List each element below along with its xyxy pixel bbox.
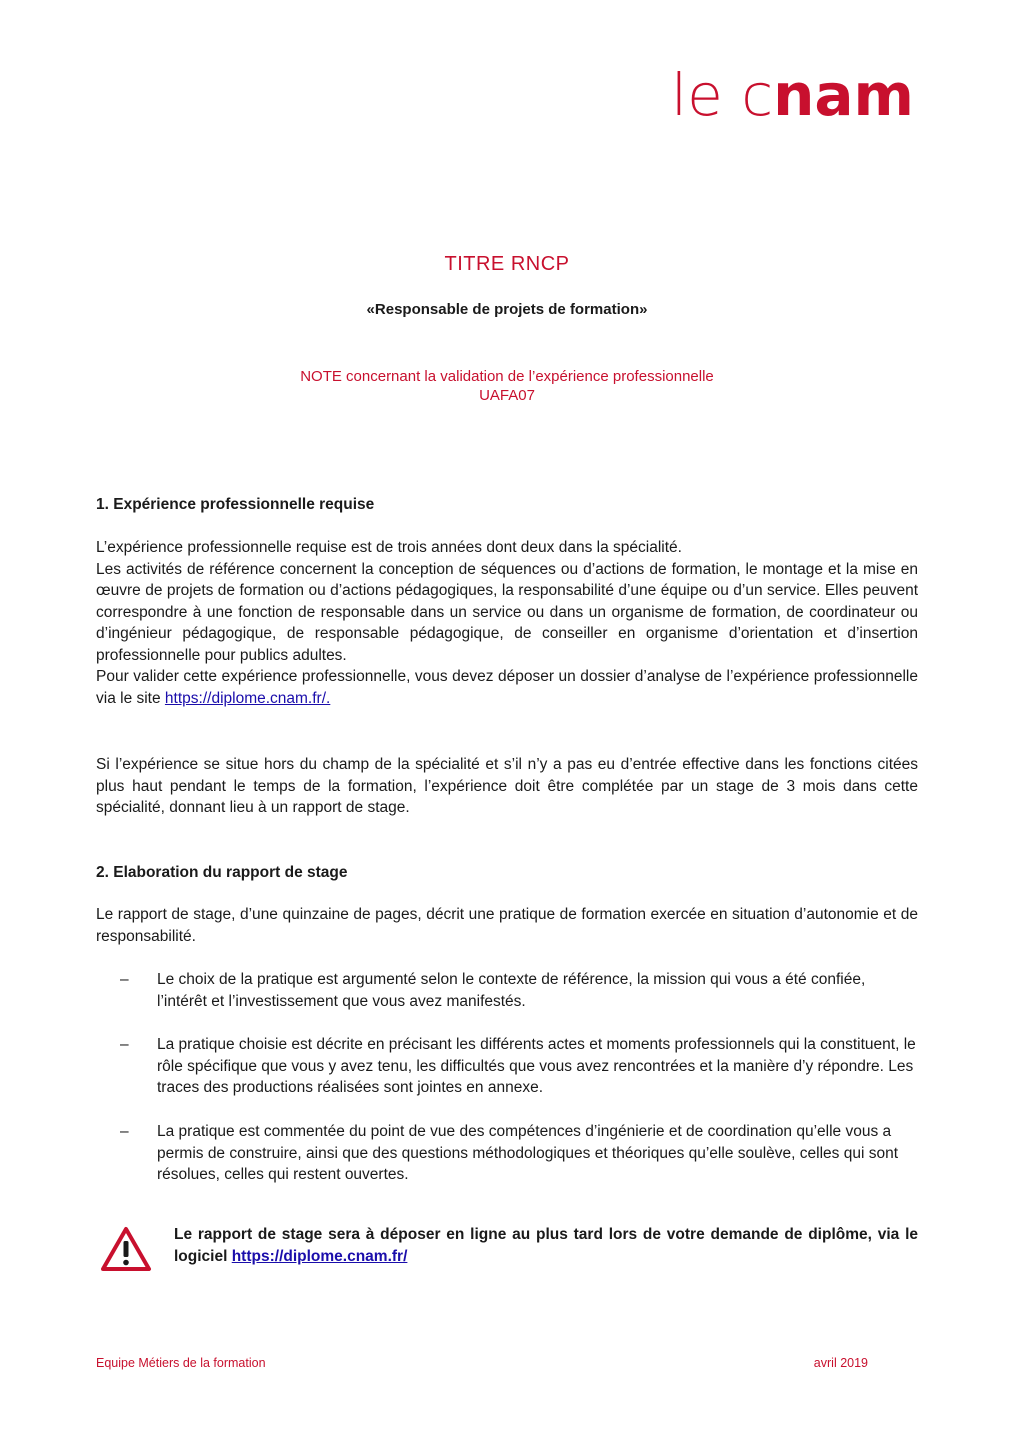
diplome-software-link[interactable]: https://diplome.cnam.fr/ (231, 1248, 408, 1265)
warning-text (174, 1224, 918, 1268)
bullet-dash: – (120, 971, 129, 988)
cnam-logo (671, 62, 914, 128)
document-subtitle: «Responsable de projets de formation» (366, 301, 648, 318)
section-1-extra (96, 754, 918, 819)
note-line-1: NOTE concernant la validation de l’expérience professionnelle (300, 368, 714, 385)
warning-triangle-icon (100, 1226, 152, 1272)
section-1-body (96, 537, 918, 709)
bullet-item-3 (120, 1121, 918, 1186)
note-heading (0, 367, 1014, 405)
section-2-intro: Le rapport de stage, d’une quinzaine de pages, décrit une pratique de formation exercée en situation d’autonomie et de responsabilité. (96, 906, 918, 945)
bullet-item-2 (120, 1034, 918, 1099)
logo-part-light: le c (671, 61, 774, 129)
list-item (120, 1034, 918, 1099)
bullet-dash: – (120, 1036, 129, 1053)
bullet-text: Le choix de la pratique est argumenté selon le contexte de référence, la mission qui vous a été confiée, l’intérêt et l’investissement que vous avez manifestés. (157, 971, 866, 1010)
section-1-paragraph-3 (96, 666, 918, 709)
bullet-item-1 (120, 969, 918, 1012)
section-1-paragraph-4: Si l’expérience se situe hors du champ de la spécialité et s’il n’y a pas eu d’entrée effective dans les fonctions citées plus haut pendant le temps de la formation, l’expérience doit être complétée par un stage de 3 mois dans cette spécialité, donnant lieu à un rapport de stage. (96, 756, 918, 816)
warning-callout (100, 1224, 918, 1284)
bullet-text: La pratique est commentée du point de vue des compétences d’ingénierie et de coordination qu’elle vous a permis de construire, ainsi que des questions méthodologiques et théoriques qu’elle soulève, celles qui sont résolues, celles qui restent ouvertes. (157, 1123, 899, 1183)
bullet-dash: – (120, 1123, 129, 1140)
footer-team: Equipe Métiers de la formation (96, 1356, 266, 1370)
document-title: TITRE RNCP (444, 253, 570, 275)
section-1-paragraph-1: L’expérience professionnelle requise est de trois années dont deux dans la spécialité. (96, 539, 682, 556)
list-item (120, 1121, 918, 1186)
warning-message: Le rapport de stage sera à déposer en ligne au plus tard lors de votre demande de diplôme, via le logiciel (174, 1226, 918, 1265)
note-line-2: UAFA07 (479, 387, 535, 404)
section-2 (96, 862, 918, 884)
bullet-text: La pratique choisie est décrite en précisant les différents actes et moments professionnels qui la constituent, le rôle spécifique que vous y avez tenu, les difficultés que vous avez rencontrées et la manière d’y répondre. Les traces des productions réalisées sont jointes en annexe. (157, 1036, 916, 1096)
section-1-paragraph-3-text: Pour valider cette expérience professionnelle, vous devez déposer un dossier d’analyse de l’expérience professionnelle via le site (96, 668, 918, 707)
logo-part-bold: nam (773, 61, 914, 129)
section-2-heading: 2. Elaboration du rapport de stage (96, 864, 348, 881)
section-1 (96, 494, 918, 516)
diplome-site-link[interactable]: https://diplome.cnam.fr/. (164, 689, 331, 707)
footer-date: avril 2019 (813, 1356, 868, 1370)
list-item (120, 969, 918, 1012)
section-1-heading: 1. Expérience professionnelle requise (96, 496, 375, 513)
section-2-intro-block (96, 904, 918, 947)
section-1-paragraph-2: Les activités de référence concernent la conception de séquences ou d’actions de formation, le montage et la mise en œuvre de projets de formation ou d’actions pédagogiques, la responsabilité d’une équipe ou d’un service. Elles peuvent correspondre à une fonction de responsable dans un service ou dans un organisme de formation, de coordinateur ou d’ingénieur pédagogique, de responsable pédagogique, de conseiller en organisme d’orientation et d’insertion professionnelle pour publics adultes. (96, 560, 918, 664)
